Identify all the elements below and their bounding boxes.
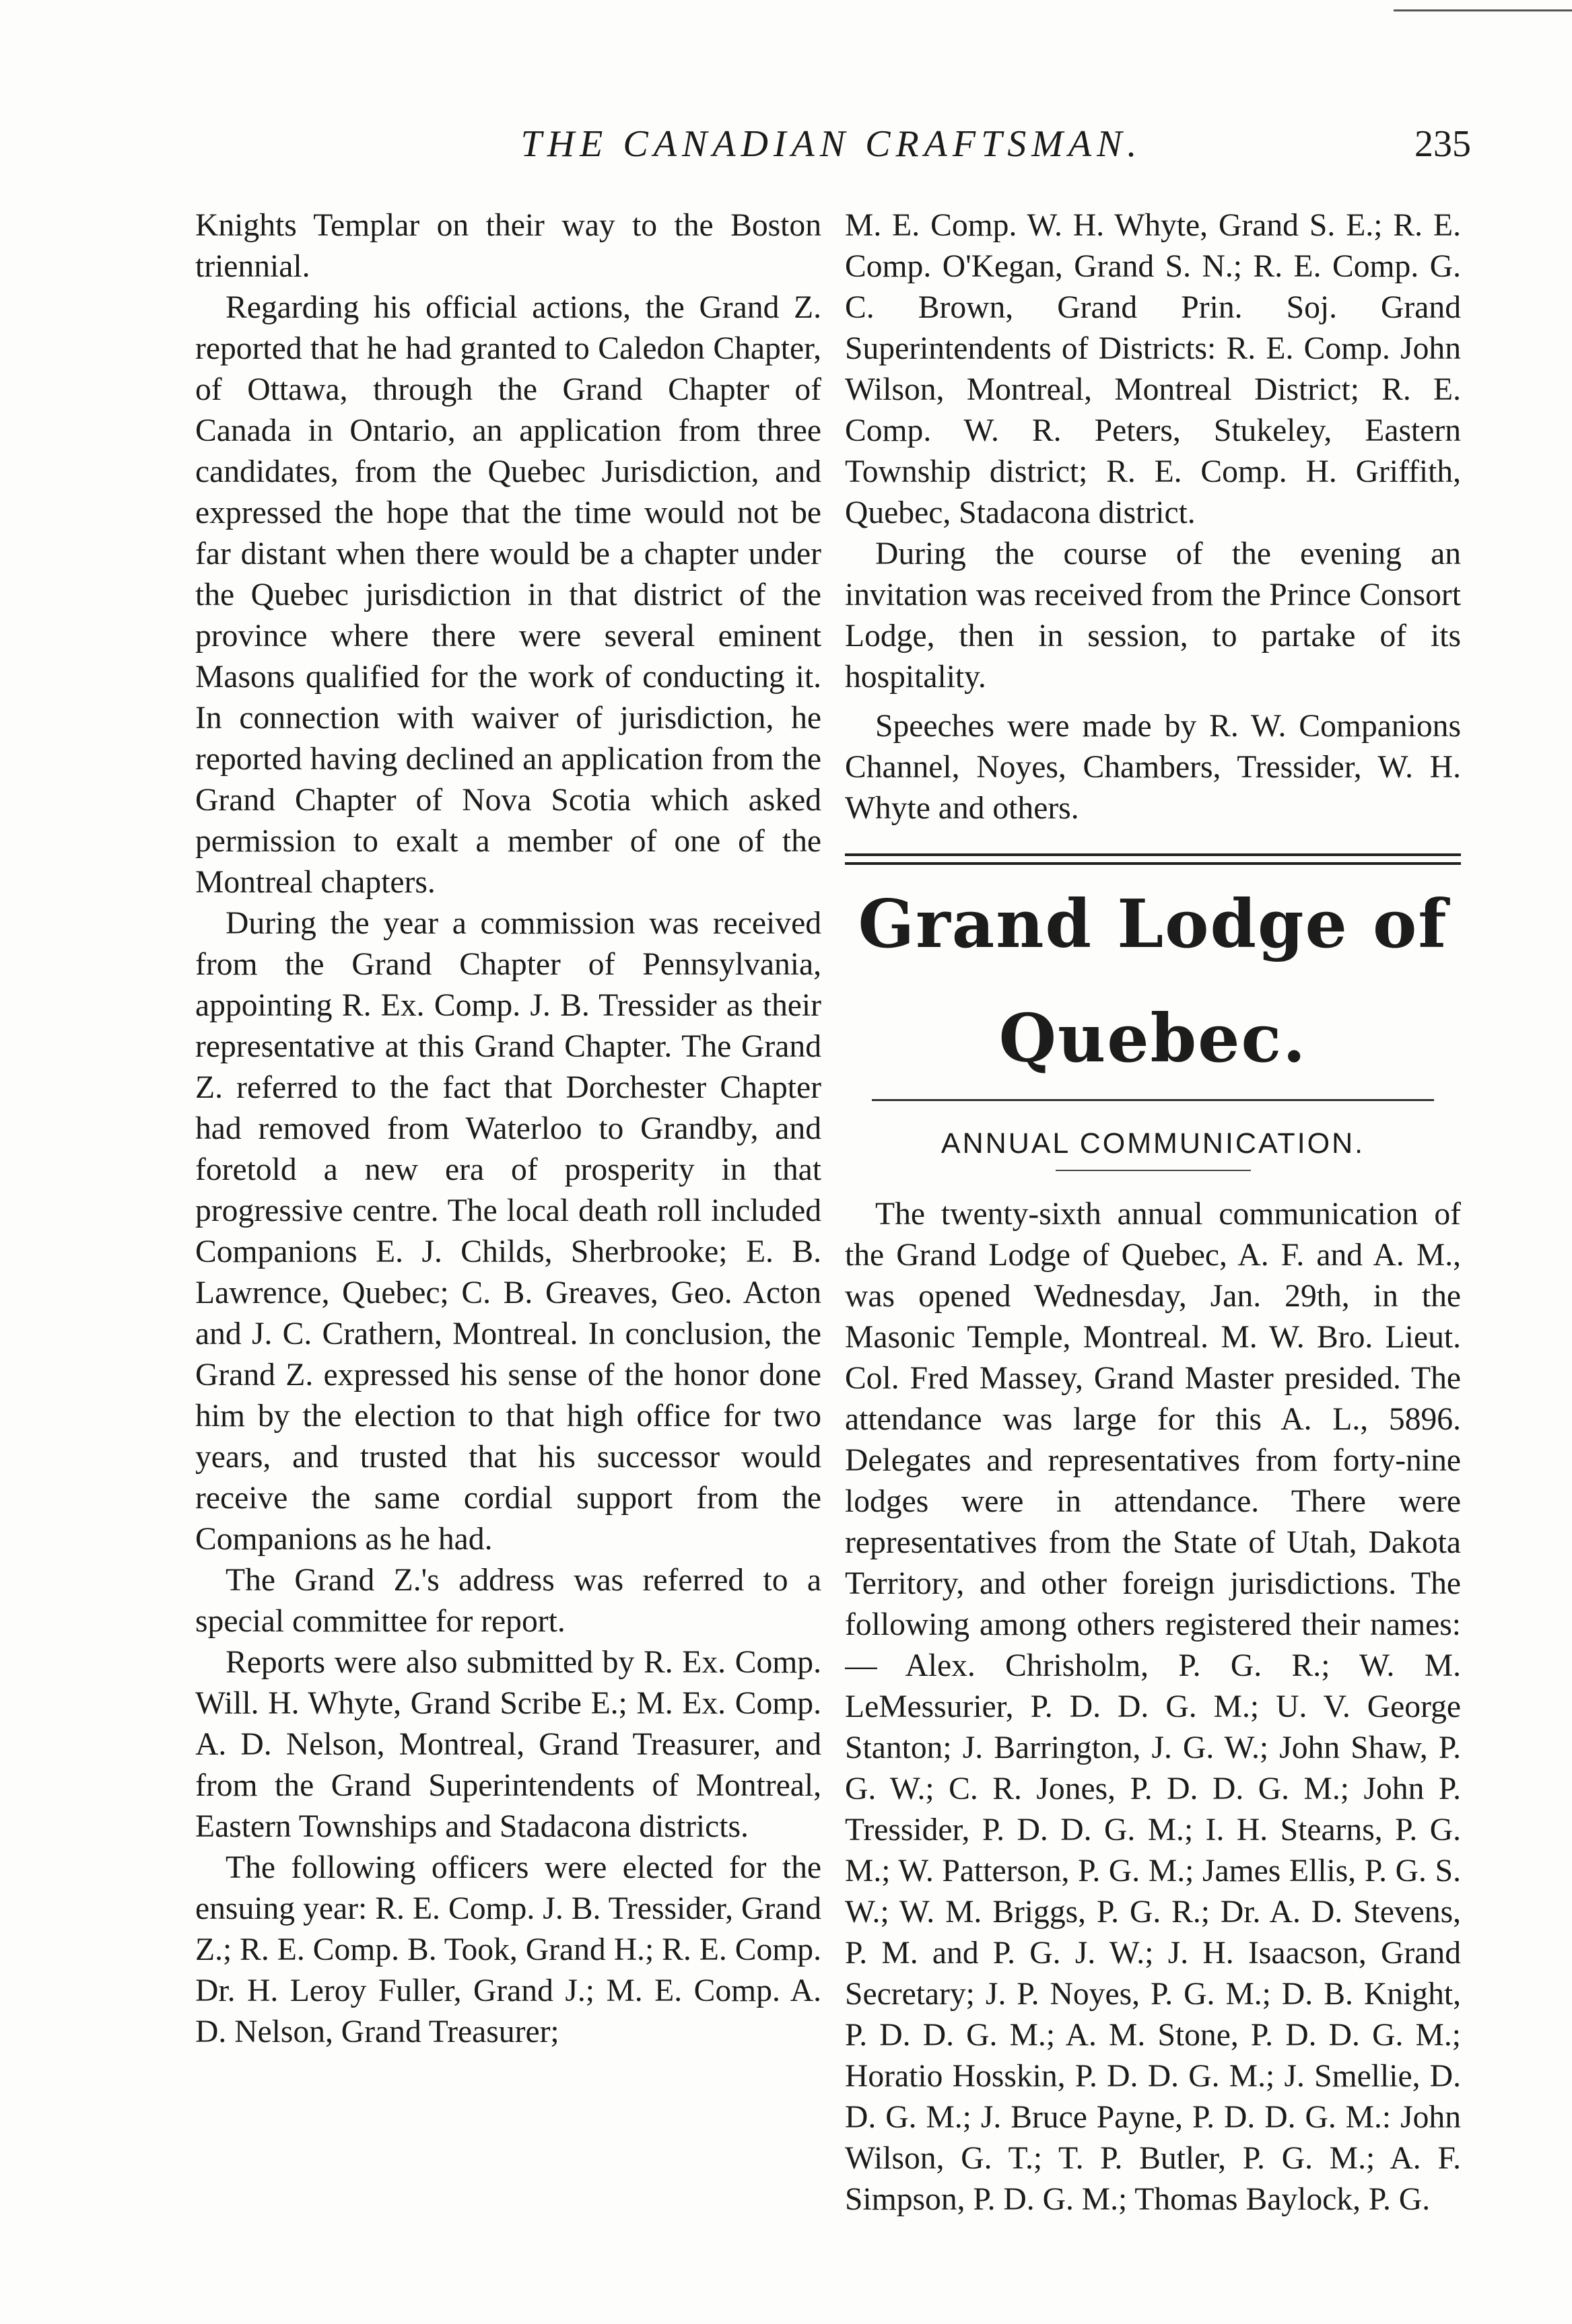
page-number: 235 — [1414, 123, 1471, 165]
paragraph: The twenty-sixth annual communication of the Grand Lodge of Quebec, A. F. and A. M., was opened Wednesday, Jan. 29th, in the Masonic Temple, Montreal. M. W. Bro. Lieut. Col. Fred Massey, Grand Master presided. The attendance was large for this A. L., 5896. Delegates and representatives from forty-nine lodges were in attendance. There were representatives from the State of Utah, Dakota Territory, and other foreign jurisdictions. The following among others registered their names:— Alex. Chrisholm, P. G. R.; W. M. LeMessurier, P. D. D. G. M.; U. V. George Stanton; J. Barrington, J. G. W.; John Shaw, P. G. W.; C. R. Jones, P. D. D. G. M.; John P. Tressider, P. D. D. G. M.; I. H. Stearns, P. G. M.; W. Patterson, P. G. M.; James Ellis, P. G. S. W.; W. M. Briggs, P. G. R.; Dr. A. D. Stevens, P. M. and P. G. J. W.; J. H. Isaacson, Grand Secretary; J. P. Noyes, P. G. M.; D. B. Knight, P. D. D. G. M.; A. M. Stone, P. D. D. G. M.; Horatio Hosskin, P. D. D. G. M.; J. Smellie, D. D. G. M.; J. Bruce Payne, P. D. D. G. M.: John Wilson, G. T.; T. P. Butler, P. G. M.; A. F. Simpson, P. D. G. M.; Thomas Baylock, P. G. — [845, 1197, 1461, 2217]
short-rule-divider — [1056, 1170, 1251, 1171]
right-column — [845, 205, 1461, 2312]
paragraph: During the course of the evening an invitation was received from the Prince Consort Lodge, then in session, to partake of its hospitality. — [845, 536, 1461, 695]
paragraph: Speeches were made by R. W. Companions Channel, Noyes, Chambers, Tressider, W. H. Whyte and others. — [845, 709, 1461, 826]
double-rule-divider — [845, 853, 1461, 865]
running-title: THE CANADIAN CRAFTSMAN. — [520, 123, 1142, 165]
paragraph: The following officers were elected for the ensuing year: R. E. Comp. J. B. Tressider, Grand Z.; R. E. Comp. B. Took, Grand H.; R. E. Comp. Dr. H. Leroy Fuller, Grand J.; M. E. Comp. A. D. Nelson, Grand Treasurer; — [195, 1850, 821, 2049]
thin-rule-divider — [872, 1099, 1434, 1101]
page-header — [192, 114, 1471, 175]
paragraph: Knights Templar on their way to the Boston triennial. — [195, 208, 821, 284]
paragraph: M. E. Comp. W. H. Whyte, Grand S. E.; R. E. Comp. O'Kegan, Grand S. N.; R. E. Comp. G. C. Brown, Grand Prin. Soj. Grand Superintendents of Districts: R. E. Comp. John Wilson, Montreal, Montreal District; R. E. Comp. W. R. Peters, Stukeley, Eastern Township district; R. E. Comp. H. Griffith, Quebec, Stadacona district. — [845, 208, 1461, 530]
section-masthead: Grand Lodge of Quebec. — [858, 886, 1448, 1078]
paragraph: The Grand Z.'s address was referred to a special committee for report. — [195, 1563, 821, 1639]
paragraph: Regarding his official actions, the Grand Z. reported that he had granted to Caledon Chapter, of Ottawa, through the Grand Chapter of Canada in Ontario, an application from three candidates, from the Quebec Jurisdiction, and expressed the hope that the time would not be far distant when there would be a chapter under the Quebec jurisdiction in that district of the province where there were several eminent Masons qualified for the work of conducting it. In connection with waiver of jurisdiction, he reported having declined an application from the Grand Chapter of Nova Scotia which asked permission to exalt a member of one of the Montreal chapters. — [195, 290, 821, 900]
paragraph: Reports were also submitted by R. Ex. Comp. Will. H. Whyte, Grand Scribe E.; M. Ex. Comp. A. D. Nelson, Montreal, Grand Treasurer, and from the Grand Superintendents of Montreal, Eastern Townships and Stadacona districts. — [195, 1645, 821, 1844]
section-heading: ANNUAL COMMUNICATION. — [941, 1127, 1365, 1160]
top-edge-rule — [1394, 9, 1572, 11]
paragraph: During the year a commission was received from the Grand Chapter of Pennsylvania, appointing R. Ex. Comp. J. B. Tressider as their representative at this Grand Chapter. The Grand Z. referred to the fact that Dorchester Chapter had removed from Waterloo to Grandby, and foretold a new era of prosperity in that progressive centre. The local death roll included Companions E. J. Childs, Sherbrooke; E. B. Lawrence, Quebec; C. B. Greaves, Geo. Acton and J. C. Crathern, Montreal. In conclusion, the Grand Z. expressed his sense of the honor done him by the election to that high office for two years, and trusted that his successor would receive the same cordial support from the Companions as he had. — [195, 906, 821, 1557]
left-column — [195, 205, 821, 2312]
